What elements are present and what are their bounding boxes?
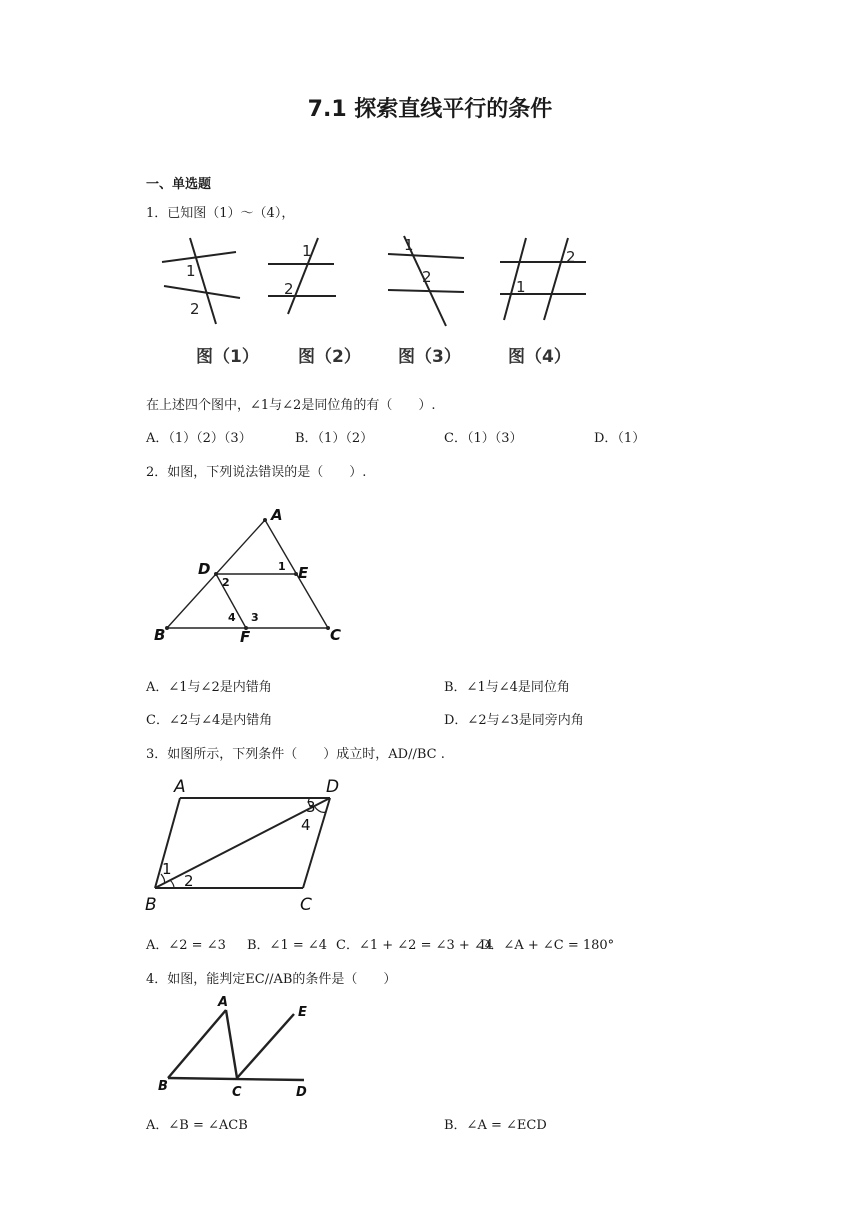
q2-angle-2: 2 xyxy=(222,576,230,589)
q4-label-b: B xyxy=(158,1079,168,1094)
q1-fig3-angle2: 2 xyxy=(422,268,432,286)
section-heading: 一、单选题 xyxy=(146,177,212,192)
q1-fig1-angle2: 2 xyxy=(190,300,200,318)
q1-fig4-angle1: 1 xyxy=(516,278,526,296)
q2-figure xyxy=(150,502,370,647)
q4-label-d: D xyxy=(296,1085,307,1100)
q2-point xyxy=(214,572,218,576)
page-title: 7.1 探索直线平行的条件 xyxy=(307,97,553,122)
q2-point xyxy=(263,518,267,522)
q4-segment-ac xyxy=(226,1010,237,1078)
q1-option-d: D．（1） xyxy=(594,431,646,446)
q1-figure-label: 图（3） xyxy=(398,347,461,367)
q3-figure xyxy=(140,772,360,917)
q2-label-d: D xyxy=(198,560,211,578)
q3-angle-arc xyxy=(170,880,174,888)
q4-label-e: E xyxy=(298,1005,307,1020)
q1-figure-label: 图（2） xyxy=(298,347,361,367)
q1-fig3-angle1: 1 xyxy=(404,236,414,254)
q3-option-d: D．∠A + ∠C = 180° xyxy=(480,938,615,953)
q4-label-c: C xyxy=(232,1085,242,1100)
q1-figure-label: 图（4） xyxy=(508,347,571,367)
q4-stem: 4．如图，能判定EC//AB的条件是（ ） xyxy=(146,972,397,987)
q4-figure xyxy=(150,994,330,1104)
q1-option-b: B．（1）（2） xyxy=(295,431,374,446)
q1-fig1-line xyxy=(164,286,240,298)
q2-option-b: B．∠1与∠4是同位角 xyxy=(444,680,570,695)
q1-option-c: C．（1）（3） xyxy=(444,431,523,446)
q3-label-c: C xyxy=(300,895,312,915)
q4-label-a: A xyxy=(218,995,229,1010)
q1-fig1-line xyxy=(162,252,236,262)
q2-option-c: C．∠2与∠4是内错角 xyxy=(146,713,273,728)
q2-label-b: B xyxy=(154,626,166,644)
q4-segment-ab xyxy=(168,1010,226,1078)
q4-segment-ce xyxy=(237,1014,294,1078)
q3-angle-1: 1 xyxy=(162,860,172,878)
q1-figures xyxy=(150,228,600,378)
q3-label-b: B xyxy=(145,895,157,915)
q1-fig3-line xyxy=(388,254,464,258)
q2-label-e: E xyxy=(298,564,309,582)
q1-fig4-line xyxy=(544,238,568,320)
q1-fig4-angle2: 2 xyxy=(566,248,576,266)
q3-angle-2: 2 xyxy=(184,872,194,890)
q3-angle-4: 4 xyxy=(301,816,311,834)
q2-angle-4: 4 xyxy=(228,611,236,624)
q2-point xyxy=(165,626,169,630)
q2-stem: 2．如图，下列说法错误的是（ ）. xyxy=(146,465,367,480)
q1-fig2-angle1: 1 xyxy=(302,242,312,260)
q2-angle-3: 3 xyxy=(251,611,259,624)
q1-fig1-angle1: 1 xyxy=(186,262,196,280)
q3-diagonal-bd xyxy=(155,798,330,888)
q3-option-b: B．∠1 = ∠4 xyxy=(247,938,328,953)
q3-option-a: A．∠2 = ∠3 xyxy=(146,938,226,953)
q3-label-a: A xyxy=(174,777,186,797)
q1-fig3-line xyxy=(388,290,464,292)
q4-option-b: B．∠A = ∠ECD xyxy=(444,1118,547,1133)
q3-angle-arc xyxy=(314,806,326,812)
q2-option-d: D．∠2与∠3是同旁内角 xyxy=(444,713,584,728)
q1-stem: 1．已知图（1）～（4）， xyxy=(146,206,295,221)
q2-label-a: A xyxy=(271,506,283,524)
q3-stem: 3．如图所示，下列条件（ ）成立时，AD//BC . xyxy=(146,747,445,762)
q2-label-f: F xyxy=(240,628,251,646)
q1-figure-label: 图（1） xyxy=(196,347,259,367)
q2-option-a: A．∠1与∠2是内错角 xyxy=(146,680,272,695)
q4-line-bd xyxy=(168,1078,304,1080)
q4-option-a: A．∠B = ∠ACB xyxy=(146,1118,248,1133)
q3-option-c: C．∠1 + ∠2 = ∠3 + ∠4 xyxy=(336,938,494,953)
q2-angle-1: 1 xyxy=(278,560,286,573)
q1-fig2-angle2: 2 xyxy=(284,280,294,298)
q2-label-c: C xyxy=(330,626,342,644)
q1-option-a: A．（1）（2）（3） xyxy=(146,431,252,446)
q3-angle-3: 3 xyxy=(306,798,316,816)
q3-label-d: D xyxy=(326,777,340,797)
q1-question: 在上述四个图中，∠1与∠2是同位角的有（ ）. xyxy=(146,398,436,413)
